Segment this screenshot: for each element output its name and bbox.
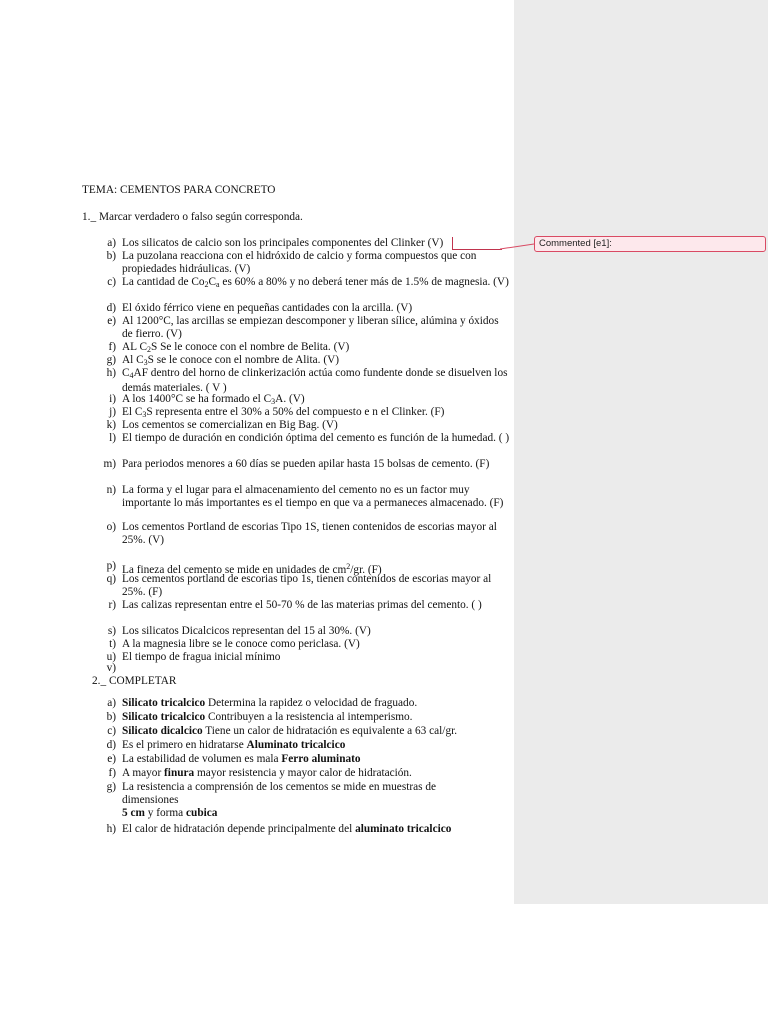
item-label: k) [106,419,116,431]
item-label: b) [106,250,116,262]
item-text: La fineza del cemento se mide en unidades de $cm^2/gr$. (F) [122,562,382,576]
item-label: f) [108,341,116,353]
item-label: b) [106,711,116,723]
item-text: La estabilidad de volumen es mala Ferro aluminato [122,753,361,765]
document-heading: TEMA: CEMENTOS PARA CONCRETO [82,184,276,196]
item-text: A mayor finura mayor resistencia y mayor calor de hidratación. [122,767,412,779]
item-text: La resistencia a comprensión de los cementos se mide en muestras de dimensiones 5 cm y forma cubica [122,781,437,819]
item-text: Para periodos menores a 60 días se pueden apilar hasta 15 bolsas de cemento. (F) [122,458,490,470]
item-text: Silicato dicalcico Tiene un calor de hidratación es equivalente a 63 cal/gr. [122,725,458,737]
item-label: l) [109,432,116,444]
item-label: c) [107,725,116,737]
item-label: d) [106,739,116,751]
item-label: h) [106,823,116,835]
item-text: El óxido férrico viene en pequeñas cantidades con la arcilla. (V) [122,302,413,314]
item-text: La cantidad de $Co_2C_a$ es 60% a 80% y no deberá tener más de 1.5% de magnesia. (V) [122,276,509,289]
item-text: Las calizas representan entre el 50-70 % de las materias primas del cemento. ( ) [122,599,482,611]
item-text: La puzolana reacciona con el hidróxido de calcio y forma compuestos que con propiedades hidráulicas. (V) [122,250,477,275]
item-label: v) [106,662,116,674]
item-text: Silicato tricalcico Contribuyen a la resistencia al intemperismo. [122,711,413,723]
item-text: Al $C_3S$ se le conoce con el nombre de Alita. (V) [122,354,340,367]
item-text: Al 1200°C, las arcillas se empiezan descomponer y liberan sílice, alúmina y óxidos de fierro. (V) [122,315,499,340]
item-label: s) [107,625,116,637]
section-2-title: 2._ COMPLETAR [92,675,177,687]
item-label: j) [109,406,116,418]
item-label: n) [106,484,116,496]
item-label: e) [107,315,116,327]
item-label: c) [107,276,116,288]
item-text: El $C_3S$ representa entre el 30% a 50% del compuesto e n el Clinker. (F) [122,406,445,419]
comment-anchor-mark [452,237,453,249]
item-label: a) [107,237,116,249]
item-text: A la magnesia libre se le conoce como periclasa. (V) [122,638,360,650]
item-text: Los cementos portland de escorias tipo 1s, tienen contenidos de escorias mayor al 25%. (F) [122,573,492,598]
item-text: Los silicatos de calcio son los principales componentes del Clinker (V) [122,237,444,249]
item-text: Silicato tricalcico Determina la rapidez o velocidad de fraguado. [122,697,418,709]
item-text: $C_4AF$ dentro del horno de clinkerización actúa como fundente donde se disuelven los demás materiales. ( V ) [122,367,508,394]
item-label: f) [108,767,116,779]
item-text: A los 1400°C se ha formado el $C_3A$. (V) [122,393,305,406]
item-text: Los silicatos Dicalcicos representan del 15 al 30%. (V) [122,625,371,637]
comment-label: Commented [e1]: [539,238,612,249]
item-text: El tiempo de duración en condición óptima del cemento es función de la humedad. ( ) [122,432,510,444]
item-label: p) [106,560,116,572]
item-label: m) [103,458,116,470]
comment-margin-pane [514,0,768,904]
item-label: t) [109,638,116,650]
comment-connector-line [500,240,536,252]
item-text: Los cementos se comercializan en Big Bag. (V) [122,419,338,431]
item-label: u) [106,651,116,663]
item-label: h) [106,367,116,379]
item-text: El tiempo de fragua inicial mínimo [122,651,281,663]
item-text: El calor de hidratación depende principalmente del aluminato tricalcico [122,823,452,835]
comment-anchor-line [452,249,502,250]
item-label: g) [106,354,116,366]
item-label: i) [109,393,116,405]
section-1-title: 1._ Marcar verdadero o falso según corresponda. [82,211,303,223]
item-label: q) [106,573,116,585]
item-label: o) [106,521,116,533]
comment-balloon[interactable] [534,236,766,252]
item-label: d) [106,302,116,314]
item-text: La forma y el lugar para el almacenamiento del cemento no es un factor muy importante lo más importantes es el tiempo en que va a permaneces almacenado. (F) [122,484,504,509]
item-label: a) [107,697,116,709]
item-text: Los cementos Portland de escorias Tipo 1S, tienen contenidos de escorias mayor al 25%. (V) [122,521,497,546]
item-text: AL $C_2S$ Se le conoce con el nombre de Belita. (V) [122,341,350,354]
item-label: g) [106,781,116,793]
item-text: Es el primero en hidratarse Aluminato tricalcico [122,739,346,751]
item-label: r) [108,599,116,611]
item-label: e) [107,753,116,765]
